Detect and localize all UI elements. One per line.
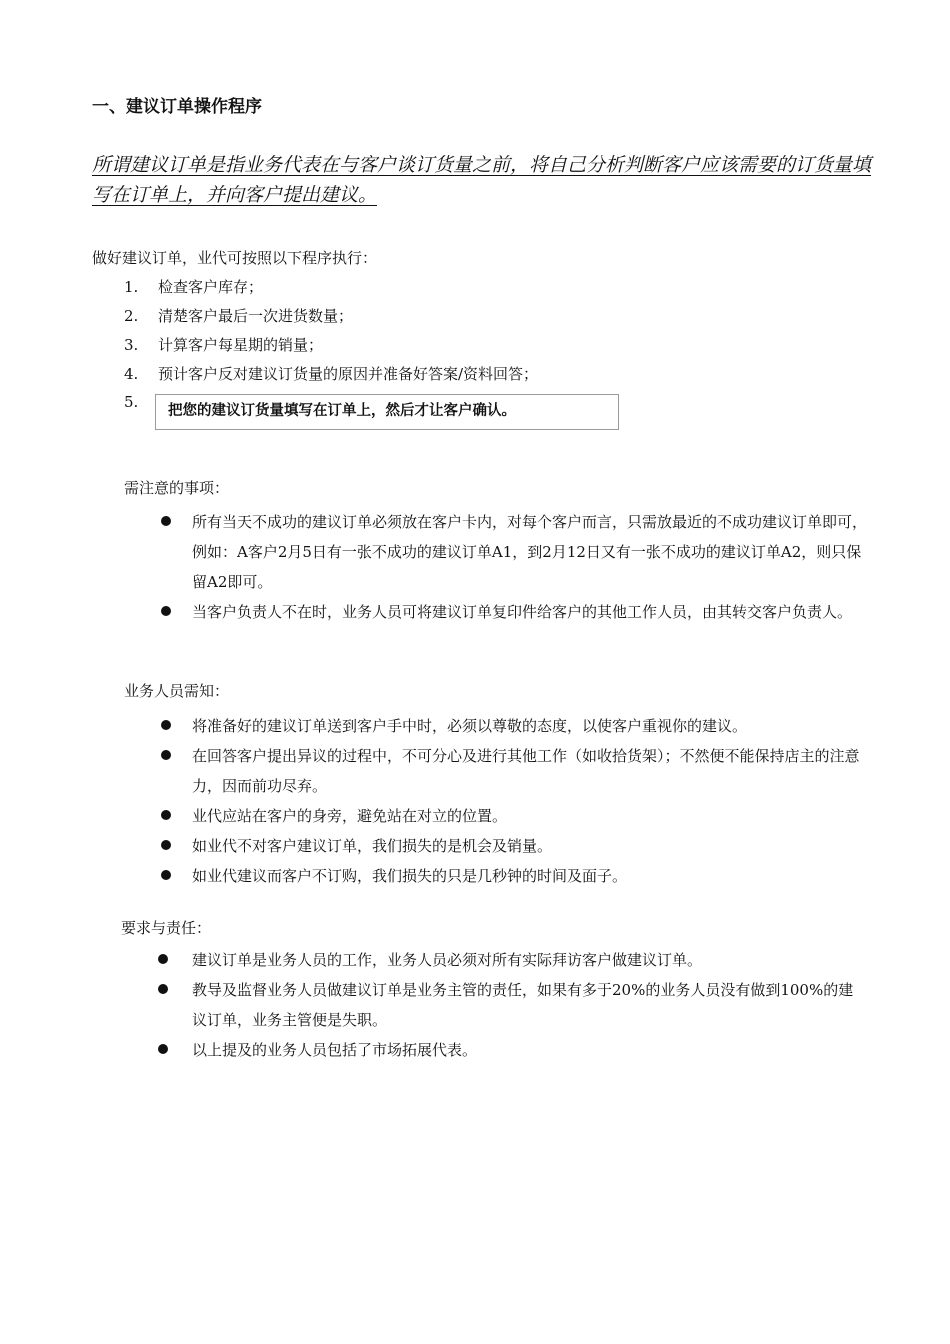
list-item bbox=[124, 711, 876, 741]
list-item bbox=[121, 945, 862, 975]
list-item bbox=[124, 507, 876, 597]
list-item-text: 所有当天不成功的建议订单必须放在客户卡内，对每个客户而言，只需放最近的不成功建议订单即可，例如：A客户2月5日有一张不成功的建议订单A1，到2月12日又有一张不成功的建议订单A2，则只保留A2即可。 bbox=[192, 513, 868, 591]
list-item bbox=[121, 975, 862, 1035]
procedure-lead: 做好建议订单，业代可按照以下程序执行： bbox=[92, 249, 378, 267]
list-item-text: 如业代不对客户建议订单，我们损失的是机会及销量。 bbox=[192, 837, 553, 855]
list-item bbox=[124, 861, 876, 891]
bullet-icon bbox=[124, 801, 192, 831]
list-item-text: 在回答客户提出异议的过程中，不可分心及进行其他工作（如收拾货架）；不然便不能保持店主的注意力，因而前功尽弃。 bbox=[192, 747, 860, 795]
bullet-icon bbox=[124, 507, 192, 597]
step-number: 4. bbox=[124, 365, 139, 383]
list-item bbox=[124, 276, 538, 305]
list-item-text: 业代应站在客户的身旁，避免站在对立的位置。 bbox=[192, 807, 508, 825]
list-item-text: 教导及监督业务人员做建议订单是业务主管的责任，如果有多于20%的业务人员没有做到100%的建议订单，业务主管便是失职。 bbox=[192, 981, 854, 1029]
bullet-icon bbox=[121, 975, 192, 1035]
list-item bbox=[124, 334, 538, 363]
procedure-steps bbox=[124, 276, 538, 392]
bullet-icon bbox=[124, 711, 192, 741]
list-item-text: 当客户负责人不在时，业务人员可将建议订单复印件给客户的其他工作人员，由其转交客户负责人。 bbox=[192, 603, 853, 621]
notes-title: 需注意的事项： bbox=[124, 479, 230, 497]
bullet-icon bbox=[124, 861, 192, 891]
duty-list bbox=[121, 945, 862, 1065]
list-item bbox=[124, 831, 876, 861]
step-number: 5. bbox=[124, 393, 139, 411]
step-text: 计算客户每星期的销量； bbox=[158, 336, 324, 354]
step-text: 检查客户库存； bbox=[158, 278, 264, 296]
notes-section bbox=[124, 477, 876, 627]
step-5-textbox: 把您的建议订货量填写在订单上，然后才让客户确认。 bbox=[155, 394, 619, 430]
list-item-text: 以上提及的业务人员包括了市场拓展代表。 bbox=[192, 1041, 478, 1059]
staff-section bbox=[124, 680, 876, 891]
list-item bbox=[124, 741, 876, 801]
list-item bbox=[124, 597, 876, 627]
step-number: 1. bbox=[124, 278, 139, 296]
staff-title: 业务人员需知： bbox=[124, 682, 230, 700]
list-item-text: 建议订单是业务人员的工作，业务人员必须对所有实际拜访客户做建议订单。 bbox=[192, 951, 703, 969]
duty-section bbox=[121, 917, 862, 1065]
bullet-icon bbox=[121, 1035, 192, 1065]
bullet-icon bbox=[121, 945, 192, 975]
step-5-row bbox=[124, 393, 619, 430]
list-item bbox=[121, 1035, 862, 1065]
list-item-text: 将准备好的建议订单送到客户手中时，必须以尊敬的态度，以使客户重视你的建议。 bbox=[192, 717, 748, 735]
section-heading: 一、建议订单操作程序 bbox=[92, 97, 262, 117]
list-item bbox=[124, 801, 876, 831]
duty-title: 要求与责任： bbox=[121, 919, 212, 937]
list-item bbox=[124, 305, 538, 334]
step-number: 3. bbox=[124, 336, 139, 354]
intro-definition: 所谓建议订单是指业务代表在与客户谈订货量之前，将自己分析判断客户应该需要的订货量填写在订单上，并向客户提出建议。 bbox=[92, 154, 872, 206]
step-number: 2. bbox=[124, 307, 139, 325]
bullet-icon bbox=[124, 741, 192, 801]
step-text: 预计客户反对建议订货量的原因并准备好答案/资料回答； bbox=[158, 365, 539, 383]
bullet-icon bbox=[124, 597, 192, 627]
step-text: 清楚客户最后一次进货数量； bbox=[158, 307, 354, 325]
bullet-icon bbox=[124, 831, 192, 861]
list-item bbox=[124, 363, 538, 392]
staff-list bbox=[124, 711, 876, 891]
list-item-text: 如业代建议而客户不订购，我们损失的只是几秒钟的时间及面子。 bbox=[192, 867, 628, 885]
notes-list bbox=[124, 507, 876, 627]
